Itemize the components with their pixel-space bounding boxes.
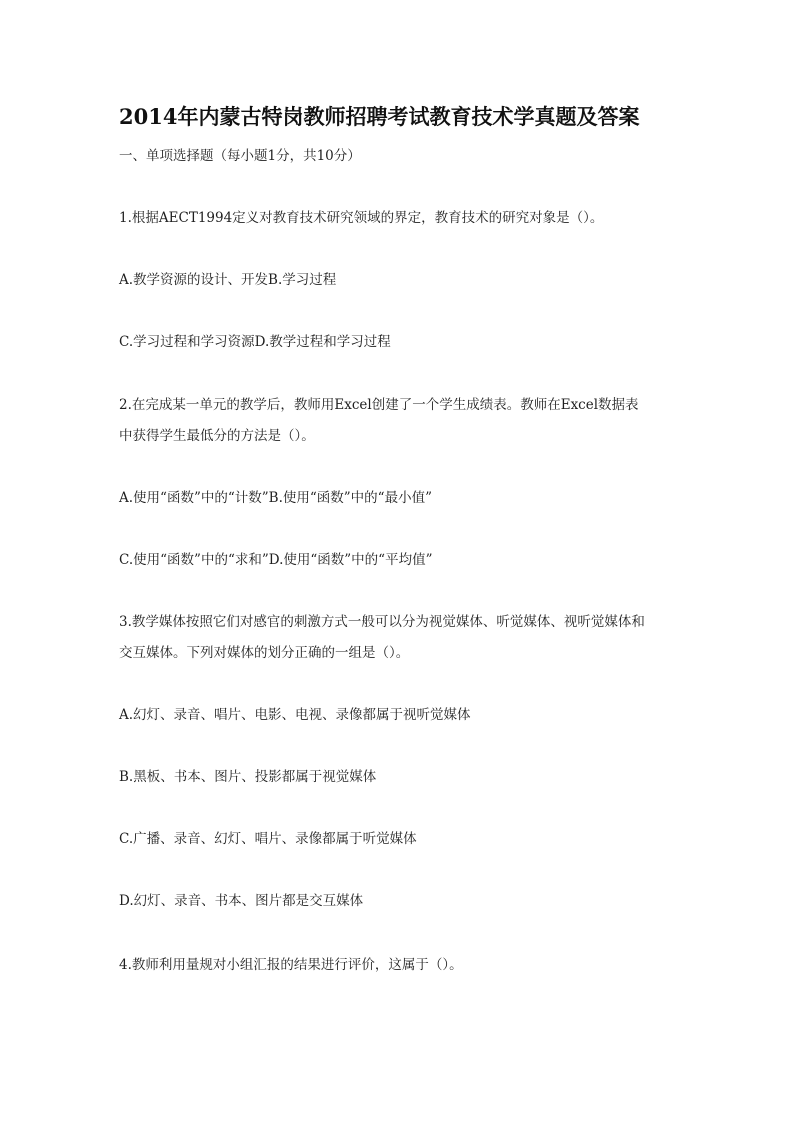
question-3-option-b: B.黑板、书本、图片、投影都属于视觉媒体: [119, 769, 377, 785]
document-title: 2014年内蒙古特岗教师招聘考试教育技术学真题及答案: [119, 104, 640, 129]
question-2-stem-line-2: 中获得学生最低分的方法是（）。: [119, 428, 315, 444]
question-1-stem: 1.根据AECT1994定义对教育技术研究领域的界定，教育技术的研究对象是（）。: [119, 210, 604, 226]
question-2-option-line-1: A.使用“函数”中的“计数”B.使用“函数”中的“最小值”: [119, 490, 432, 506]
question-2-stem-line-1: 2.在完成某一单元的教学后，教师用Excel创建了一个学生成绩表。教师在Excel数据表: [119, 397, 639, 413]
question-3-option-c: C.广播、录音、幻灯、唱片、录像都属于听觉媒体: [119, 831, 417, 847]
question-2-option-line-2: C.使用“函数”中的“求和”D.使用“函数”中的“平均值”: [119, 552, 433, 568]
question-3-stem-line-1: 3.教学媒体按照它们对感官的刺激方式一般可以分为视觉媒体、听觉媒体、视听觉媒体和: [119, 614, 645, 630]
question-3-option-d: D.幻灯、录音、书本、图片都是交互媒体: [119, 893, 364, 909]
question-4-stem: 4.教师利用量规对小组汇报的结果进行评价，这属于（）。: [119, 957, 463, 973]
question-1-option-line-1: A.教学资源的设计、开发B.学习过程: [119, 272, 337, 288]
question-1-option-line-2: C.学习过程和学习资源D.教学过程和学习过程: [119, 334, 391, 350]
question-3-option-a: A.幻灯、录音、唱片、电影、电视、录像都属于视听觉媒体: [119, 707, 471, 723]
question-3-stem-line-2: 交互媒体。下列对媒体的划分正确的一组是（）。: [119, 645, 410, 661]
section-heading: 一、单项选择题（每小题1分，共10分）: [119, 148, 361, 164]
